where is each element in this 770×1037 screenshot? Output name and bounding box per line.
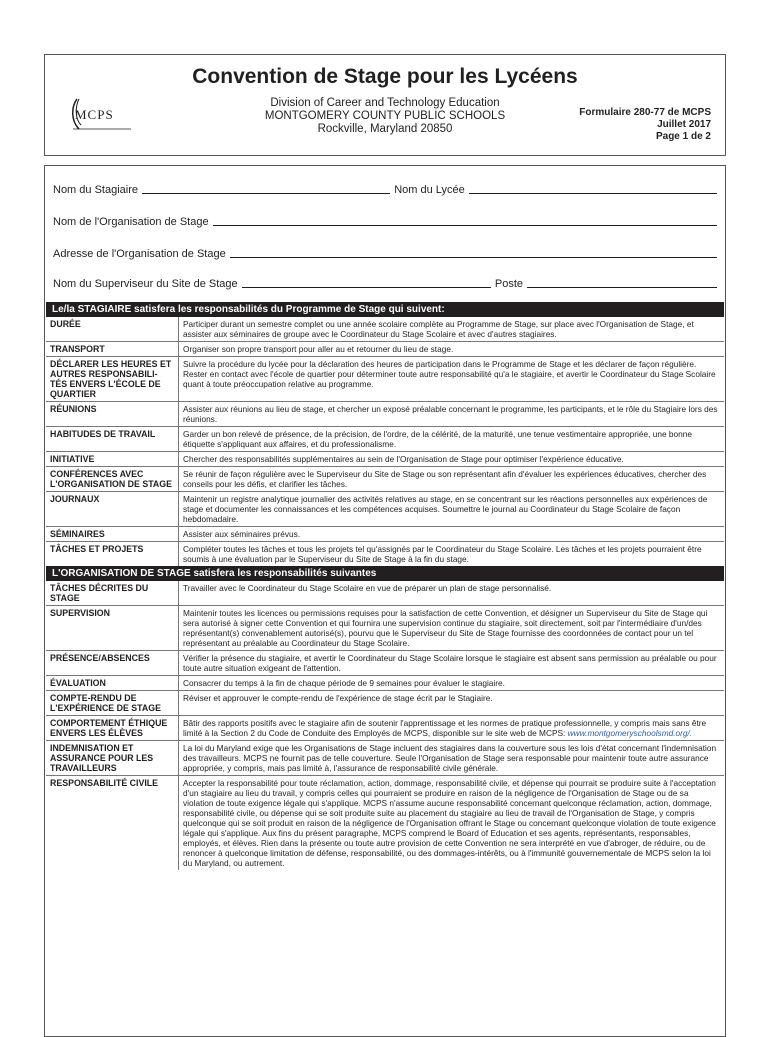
row-key: ÉVALUATION (46, 676, 179, 691)
address-line: Rockville, Maryland 20850 (317, 123, 453, 135)
row-key: COMPORTEMENT ÉTHIQUE ENVERS LES ÉLÈVES (46, 716, 179, 741)
row-key: PRÉSENCE/ABSENCES (46, 651, 179, 676)
row-value: Maintenir un registre analytique journalier des activités relatives au stage, en se concentrant sur les réactions personnelles aux expériences de stage et documenter les connaissances et les compétences acquises. Soumettre le journal au Coordinateur du Stage Scolaire de façon hebdomadaire. (179, 492, 725, 527)
table-row (46, 651, 724, 676)
superviseur-input[interactable] (242, 286, 491, 288)
row-value: Organiser son propre transport pour aller au et retourner du lieu de stage. (179, 342, 725, 357)
page-title: Convention de Stage pour les Lycéens (192, 65, 578, 88)
row-value: Réviser et approuver le compte-rendu de l'expérience de stage écrit par le Stagiaire. (179, 691, 725, 716)
stagiaire-label: Nom du Stagiaire (53, 184, 138, 196)
table-row (46, 452, 724, 467)
table-row (46, 542, 724, 567)
row-key: RESPONSABILITÉ CIVILE (46, 776, 179, 871)
division-line: Division of Career and Technology Education (270, 97, 500, 109)
form-date: Juillet 2017 (657, 119, 711, 130)
row-key: DÉCLARER LES HEURES ET AUTRES RESPONSABILI-TÉS ENVERS L'ÉCOLE DE QUARTIER (46, 357, 179, 402)
row-value: Assister aux séminaires prévus. (179, 527, 725, 542)
form-info (579, 107, 711, 143)
superviseur-label: Nom du Superviseur du Site de Stage (53, 278, 238, 290)
organisation-table (46, 581, 724, 870)
row-value: Vérifier la présence du stagiaire, et avertir le Coordinateur du Stage Scolaire lorsque le stagiaire est absent sans permission au préalable ou pour toute autre situation exigeant de l'attention. (179, 651, 725, 676)
school-system-line: MONTGOMERY COUNTY PUBLIC SCHOOLS (264, 110, 506, 122)
field-row-stagiaire (53, 184, 717, 196)
section-heading-organisation: L'ORGANISATION DE STAGE satisfera les responsabilités suivantes (46, 566, 724, 581)
table-row (46, 741, 724, 776)
row-value: Maintenir toutes les licences ou permissions requises pour la satisfaction de cette Convention, et désigner un Superviseur du Site de Stage qui sera autorisé à signer cette Convention et qui fournira une supervision continue du stagiaire, soit directement, soit par l'intermédiaire d'un/des représentant(s) convenablement autorisé(s), pourvu que le Superviseur du Site de Stage fournisse des coordonnées de contact pour un tel représentant au préalable au Coordinateur du Stage Scolaire. (179, 606, 725, 651)
poste-input[interactable] (527, 286, 717, 288)
adresse-label: Adresse de l'Organisation de Stage (53, 248, 226, 260)
row-value: Consacrer du temps à la fin de chaque période de 9 semaines pour évaluer le stagiaire. (179, 676, 725, 691)
row-key: JOURNAUX (46, 492, 179, 527)
table-row (46, 606, 724, 651)
row-value: Compléter toutes les tâches et tous les projets tel qu'assignés par le Coordinateur du Stage Scolaire. Les tâches et les projets pourraient être soumis à une évaluation par le Superviseur du Site de Stage à la fin du stage. (179, 542, 725, 567)
table-row (46, 427, 724, 452)
table-row (46, 342, 724, 357)
row-value: Garder un bon relevé de présence, de la précision, de l'ordre, de la célérité, de la maturité, une tenue vestimentaire appropriée, une bonne étiquette s'appliquant aux affaires, et du professionalisme. (179, 427, 725, 452)
lycee-input[interactable] (469, 192, 717, 194)
row-key: INDEMNISATION ET ASSURANCE POUR LES TRAVAILLEURS (46, 741, 179, 776)
field-row-organisation (53, 216, 717, 228)
table-row (46, 676, 724, 691)
row-key: DURÉE (46, 317, 179, 342)
table-row (46, 492, 724, 527)
logo-text: MCPS (75, 107, 114, 122)
table-row (46, 581, 724, 606)
lycee-label: Nom du Lycée (394, 184, 465, 196)
row-value: Se réunir de façon régulière avec le Superviseur du Site de Stage ou son représentant afin d'évaluer les expériences éducatives, chercher des conseils pour les défis, et clarifier les tâches. (179, 467, 725, 492)
adresse-input[interactable] (230, 256, 717, 258)
row-value: La loi du Maryland exige que les Organisations de Stage incluent des stagiaires dans la couverture sous les lois d'état concernant l'indemnisation des travailleurs. MCPS ne fournit pas de telle couverture. Seule l'Organisation de Stage sera responsable pour maintenir toute autre assurance appropriée, y compris, mais pas limité à, l'assurance de responsabilité civile générale. (179, 741, 725, 776)
stagiaire-table (46, 317, 724, 566)
organisation-input[interactable] (213, 224, 717, 226)
table-row (46, 357, 724, 402)
table-row (46, 776, 724, 871)
row-value: Travailler avec le Coordinateur du Stage Scolaire en vue de préparer un plan de stage personnalisé. (183, 583, 552, 593)
row-key: SUPERVISION (46, 606, 179, 651)
row-value: Chercher des responsabilités supplémentaires au sein de l'Organisation de Stage pour optimiser l'expérience éducative. (179, 452, 725, 467)
row-key: TÂCHES ET PROJETS (46, 542, 179, 567)
form-body (44, 165, 726, 1037)
row-value-text: Bâtir des rapports positifs avec le stagiaire afin de soutenir l'apprentissage et les normes de pratique professionnelle, y compris mais sans être limité à la Section 2 du Code de Conduite des Employés de MCPS, disponible sur le site web de MCPS: (183, 718, 707, 738)
row-key: SÉMINAIRES (46, 527, 179, 542)
row-key: RÉUNIONS (46, 402, 179, 427)
form-number: Formulaire 280-77 de MCPS (579, 107, 711, 118)
section-heading-stagiaire: Le/la STAGIAIRE satisfera les responsabilités du Programme de Stage qui suivent: (46, 302, 724, 317)
table-row (46, 691, 724, 716)
organisation-label: Nom de l'Organisation de Stage (53, 216, 209, 228)
row-value: Participer durant un semestre complet ou une année scolaire complète au Programme de Stage, sur place avec l'Organisation de Stage, et assister aux séminaires de groupe avec le Coordinateur du Stage Scolaire et avec d'autres stagiaires. (183, 319, 694, 339)
mcps-website-link[interactable]: www.montgomeryschoolsmd.org/. (567, 728, 693, 738)
header-box (44, 54, 726, 156)
row-value: Accepter la responsabilité pour toute réclamation, action, dommage, responsabilité civile, et dépense qui pourrait se produire suite à l'acceptation d'un stagiaire au lieu du travail, y compris celles qui pourraient se produire en raison de la négligence de l'Organisation de Stage ou de sa violation de toute exigence légale qui s'applique. MCPS n'assume aucune responsabilité concernant quelconque réclamation, action, dommage, responsabilité civile, ou dépense qui se soit produite suite au placement du stagiaire au lieu de travail de l'Organisation de Stage, y compris quelconque qui se soit produit en raison de la négligence de l'Organisation offrant le Stage ou concernant quelconque violation de toute exigence légale qui s'applique. Aux fins du présent paragraphe, MCPS comprend le Board of Education et ses agents, représentants, responsables, employés, et élèves. Rien dans la présente ou toute autre provision de cette Convention ne sera interprété en vue d'abroger, de réduire, ou de renoncer à quelconque limitation de défense, responsabilité, ou des dommages-intérêts, ou à l'immunité gouvernementale de MCPS selon la loi du Maryland, ou autrement. (179, 776, 725, 871)
row-value (179, 716, 725, 741)
table-row (46, 527, 724, 542)
field-row-adresse (53, 248, 717, 260)
row-value: Assister aux réunions au lieu de stage, et chercher un exposé préalable concernant le programme, les participants, et le rôle du Stagiaire lors des réunions. (179, 402, 725, 427)
division-info (225, 97, 545, 136)
page-number: Page 1 de 2 (655, 131, 711, 142)
row-key: COMPTE-RENDU DE L'EXPÉRIENCE DE STAGE (46, 691, 179, 716)
field-row-superviseur (53, 278, 717, 290)
table-row (46, 467, 724, 492)
table-row (46, 716, 724, 741)
row-key: TÂCHES DÉCRITES DU STAGE (46, 581, 179, 606)
row-key: HABITUDES DE TRAVAIL (46, 427, 179, 452)
row-key: TRANSPORT (46, 342, 179, 357)
poste-label: Poste (494, 278, 523, 290)
table-row (46, 402, 724, 427)
table-row (46, 317, 724, 342)
stagiaire-input[interactable] (142, 192, 390, 194)
row-key: CONFÉRENCES AVEC L'ORGANISATION DE STAGE (46, 467, 179, 492)
row-value: Suivre la procédure du lycée pour la déclaration des heures de participation dans le Programme de Stage et les déclarer de façon régulière. Rester en contact avec l'école de quartier pour déterminer toute autre responsabilité qu'a le stagiaire, et avertir le Coordinateur du Stage Scolaire quant à toute préoccupation relative au programme. (179, 357, 725, 402)
row-key: INITIATIVE (46, 452, 179, 467)
